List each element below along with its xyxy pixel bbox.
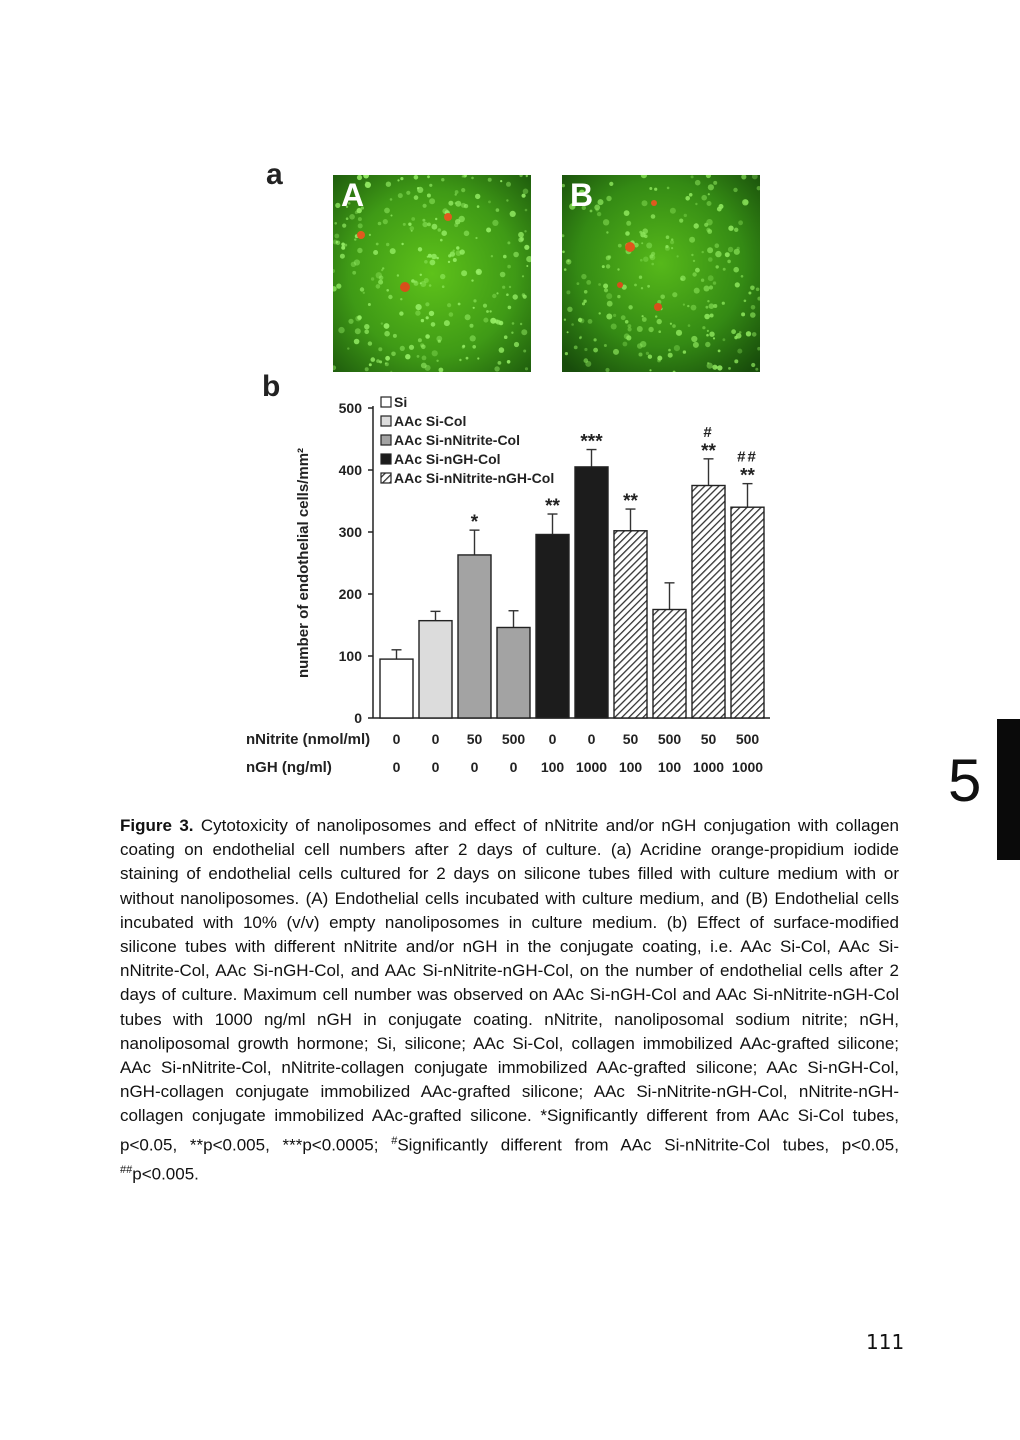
nnitrite-value: 0 [392,731,401,747]
chapter-tab [997,719,1020,860]
bar [731,507,764,718]
bar [653,610,686,719]
red-cell [654,303,662,311]
red-cell [617,282,623,288]
legend-label: AAc Si-nGH-Col [394,451,501,467]
nnitrite-value: 50 [700,731,717,747]
y-tick-label: 500 [338,400,362,416]
ngh-value: 100 [618,759,643,775]
ngh-value: 100 [540,759,565,775]
legend-label: Si [394,394,408,410]
row-label-nnitrite: nNitrite (nmol/ml) [246,731,371,748]
chapter-number: 5 [948,747,982,814]
hash-marker: # [703,423,714,441]
red-cell [444,213,452,221]
panel-b-label: b [262,370,281,403]
y-tick-label: 0 [354,710,362,726]
legend-label: AAc Si-nNitrite-nGH-Col [394,470,555,486]
bar [419,621,452,718]
y-tick-label: 300 [338,524,362,540]
caption-text: Cytotoxicity of nanoliposomes and effect of nNitrite and/or nGH conjugation with collagen coating on endothelial cell numbers after 2 days of culture. (a) Acridine orange-propidium iodide staining of endothelial cells cultured for 2 days on silicone tubes filled with culture medium with or without nanoliposomes. (A) Endothelial cells incubated with culture medium, and (B) Endothelial cells incubated with 10% (v/v) empty nanoliposomes in culture medium. (b) Effect of surface-modified silicone tubes with different nNitrite and/or nGH in the conjugate coating, i.e. AAc Si-Col, AAc Si-nNitrite-Col, AAc Si-nGH-Col, and AAc Si-nNitrite-nGH-Col, on the number of endothelial cells after 2 days of culture. Maximum cell number was observed on AAc Si-nGH-Col and AAc Si-nNitrite-nGH-Col tubes with 1000 ng/ml nGH in conjugate coating. nNitrite, nanoliposomal sodium nitrite; nGH, nanoliposomal growth hormone; Si, silicone; AAc Si-Col, collagen immobilized AAc-grafted silicone; AAc Si-nNitrite-Col, nNitrite-collagen conjugate immobilized AAc-grafted silicone; AAc Si-nGH-Col, nGH-collagen conjugate immobilized AAc-grafted silicone; AAc Si-nNitrite-nGH-Col, nNitrite-nGH-collagen conjugate immobilized AAc-grafted silicone. *Significantly different from AAc Si-Col tubes, p<0.05, **p<0.005, ***p<0.0005; [120,816,899,1155]
ngh-value: 1000 [731,759,764,775]
caption-hash2-sup: ## [120,1163,133,1176]
legend-swatch [381,435,391,445]
significance-marker: ** [623,491,638,513]
micrograph-b-label: B [570,177,594,213]
nnitrite-value: 500 [735,731,760,747]
legend-swatch [381,416,391,426]
significance-marker: * [470,512,479,534]
ngh-value: 0 [392,759,401,775]
bar [614,531,647,718]
ngh-value: 100 [657,759,682,775]
nnitrite-value: 500 [657,731,682,747]
caption-text-2: Significantly different from AAc Si-nNitrite-Col tubes, p<0.05, [397,1135,899,1155]
y-tick-label: 200 [338,586,362,602]
significance-marker: ** [740,465,755,487]
red-cell [625,242,635,252]
bar [692,486,725,719]
caption-text-3: p<0.005. [132,1164,199,1184]
nnitrite-value: 50 [466,731,483,747]
ngh-value: 0 [470,759,479,775]
nnitrite-value: 0 [431,731,440,747]
legend-label: AAc Si-nNitrite-Col [394,432,520,448]
bar [497,627,530,718]
bar [458,555,491,718]
ngh-value: 0 [431,759,440,775]
legend-swatch [381,454,391,464]
legend-swatch [381,397,391,407]
row-label-ngh: nGH (ng/ml) [246,759,332,776]
ngh-value: 1000 [692,759,725,775]
nnitrite-value: 500 [501,731,526,747]
ngh-value: 0 [509,759,518,775]
nnitrite-value: 50 [622,731,639,747]
bar-chart [230,380,790,780]
ngh-value: 1000 [575,759,608,775]
nnitrite-value: 0 [587,731,596,747]
micrograph-a [333,175,531,372]
red-cell [651,200,657,206]
legend-label: AAc Si-Col [394,413,467,429]
y-tick-label: 100 [338,648,362,664]
nnitrite-value: 0 [548,731,557,747]
page-number: 111 [866,1330,905,1354]
significance-marker: ** [701,440,716,462]
figure-label: Figure 3. [120,816,194,835]
hash-marker: ## [737,448,758,466]
red-cell [400,282,410,292]
bar [380,659,413,718]
figure-caption [120,814,899,1186]
panel-a-label: a [266,158,283,191]
bar [575,467,608,718]
red-cell [357,231,365,239]
micrograph-b [562,175,760,372]
legend-swatch [381,473,391,483]
bar [536,534,569,718]
significance-marker: *** [580,431,603,453]
significance-marker: ** [545,496,560,518]
micrograph-a-label: A [341,177,365,213]
y-axis-label: number of endothelial cells/mm² [295,447,312,679]
y-tick-label: 400 [338,462,362,478]
caption-hash-sup: # [391,1134,398,1147]
